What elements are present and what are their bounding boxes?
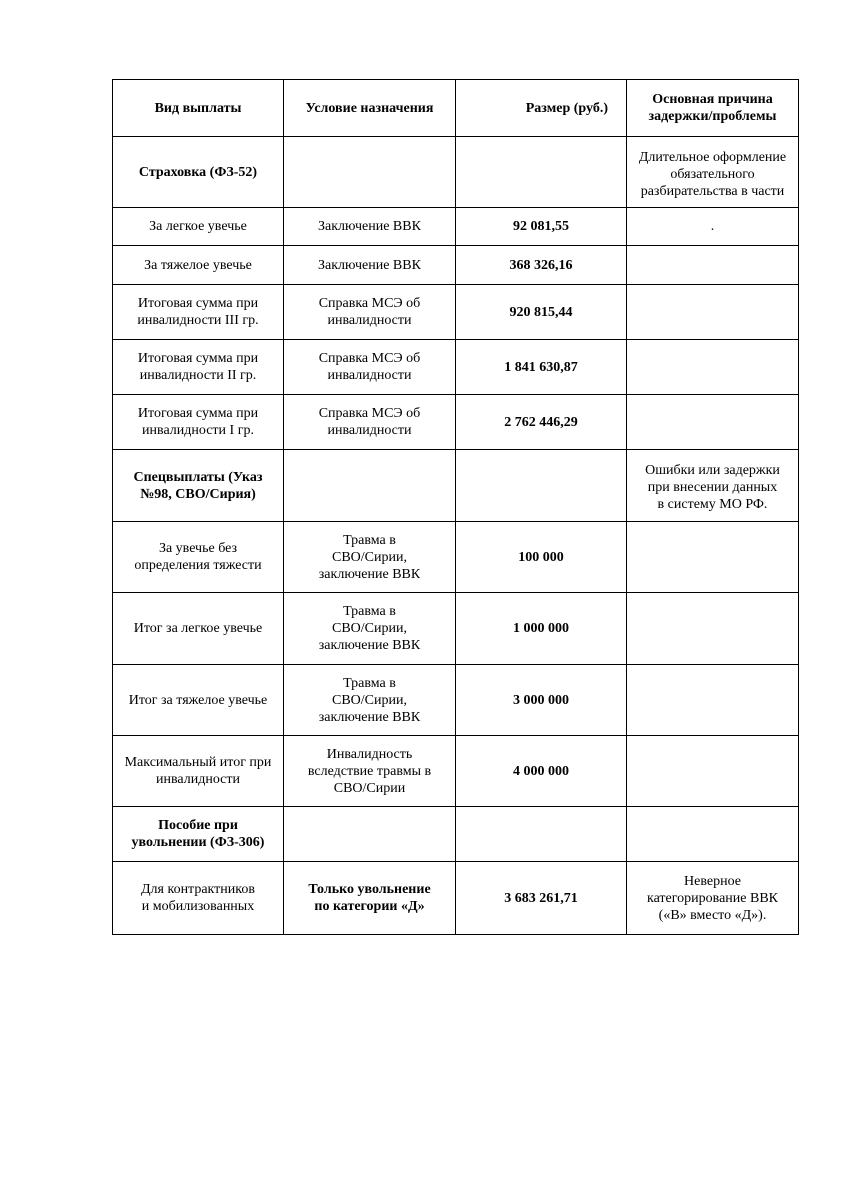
table-row [113,340,799,395]
section-reason: Ошибки или задержки при внесении данных в систему МО РФ. [627,450,799,522]
table-row [113,246,799,285]
cell-reason [627,340,799,395]
cell-payment-type: Для контрактников и мобилизованных [113,862,284,935]
cell-condition: Только увольнение по категории «Д» [284,862,456,935]
header-amount: Размер (руб.) [456,80,627,137]
cell-reason [627,285,799,340]
cell-condition: Справка МСЭ об инвалидности [284,285,456,340]
section-reason [627,807,799,862]
table-cell-empty [456,450,627,522]
cell-payment-type: Итоговая сумма при инвалидности I гр. [113,395,284,450]
cell-payment-type: Итог за легкое увечье [113,593,284,665]
header-reason: Основная причина задержки/проблемы [627,80,799,137]
cell-amount: 3 000 000 [456,665,627,736]
cell-condition: Заключение ВВК [284,246,456,285]
table-cell-empty [456,807,627,862]
section-row [113,450,799,522]
cell-amount: 920 815,44 [456,285,627,340]
table-cell-empty [284,807,456,862]
cell-condition: Заключение ВВК [284,208,456,246]
cell-payment-type: Итоговая сумма при инвалидности II гр. [113,340,284,395]
section-title: Пособие при увольнении (ФЗ-306) [113,807,284,862]
cell-condition: Справка МСЭ об инвалидности [284,395,456,450]
header-payment-type: Вид выплаты [113,80,284,137]
cell-condition: Справка МСЭ об инвалидности [284,340,456,395]
table-row [113,208,799,246]
section-reason: Длительное оформление обязательного разбирательства в части [627,137,799,208]
payments-table [112,79,799,935]
cell-amount: 1 841 630,87 [456,340,627,395]
section-row [113,137,799,208]
cell-payment-type: За легкое увечье [113,208,284,246]
table-header-row [113,80,799,137]
table-cell-empty [284,450,456,522]
cell-condition: Травма в СВО/Сирии, заключение ВВК [284,593,456,665]
cell-amount: 100 000 [456,522,627,593]
cell-amount: 368 326,16 [456,246,627,285]
cell-condition: Травма в СВО/Сирии, заключение ВВК [284,665,456,736]
section-title: Страховка (ФЗ-52) [113,137,284,208]
table-row [113,285,799,340]
table-cell-empty [284,137,456,208]
cell-reason [627,665,799,736]
cell-amount: 2 762 446,29 [456,395,627,450]
cell-amount: 92 081,55 [456,208,627,246]
cell-reason [627,246,799,285]
cell-reason: . [627,208,799,246]
cell-payment-type: Максимальный итог при инвалидности [113,736,284,807]
table-row [113,395,799,450]
cell-condition: Травма в СВО/Сирии, заключение ВВК [284,522,456,593]
cell-condition: Инвалидность вследствие травмы в СВО/Сирии [284,736,456,807]
cell-payment-type: Итоговая сумма при инвалидности III гр. [113,285,284,340]
cell-reason [627,522,799,593]
section-title: Спецвыплаты (Указ №98, СВО/Сирия) [113,450,284,522]
cell-reason [627,395,799,450]
cell-payment-type: За увечье без определения тяжести [113,522,284,593]
cell-payment-type: За тяжелое увечье [113,246,284,285]
cell-amount: 1 000 000 [456,593,627,665]
table-row [113,593,799,665]
section-row [113,807,799,862]
cell-amount: 3 683 261,71 [456,862,627,935]
table-row [113,665,799,736]
cell-reason [627,736,799,807]
table-row [113,862,799,935]
cell-reason [627,593,799,665]
table-cell-empty [456,137,627,208]
header-condition: Условие назначения [284,80,456,137]
cell-payment-type: Итог за тяжелое увечье [113,665,284,736]
table-row [113,736,799,807]
cell-amount: 4 000 000 [456,736,627,807]
table-row [113,522,799,593]
cell-reason: Неверное категорирование ВВК («В» вместо «Д»). [627,862,799,935]
